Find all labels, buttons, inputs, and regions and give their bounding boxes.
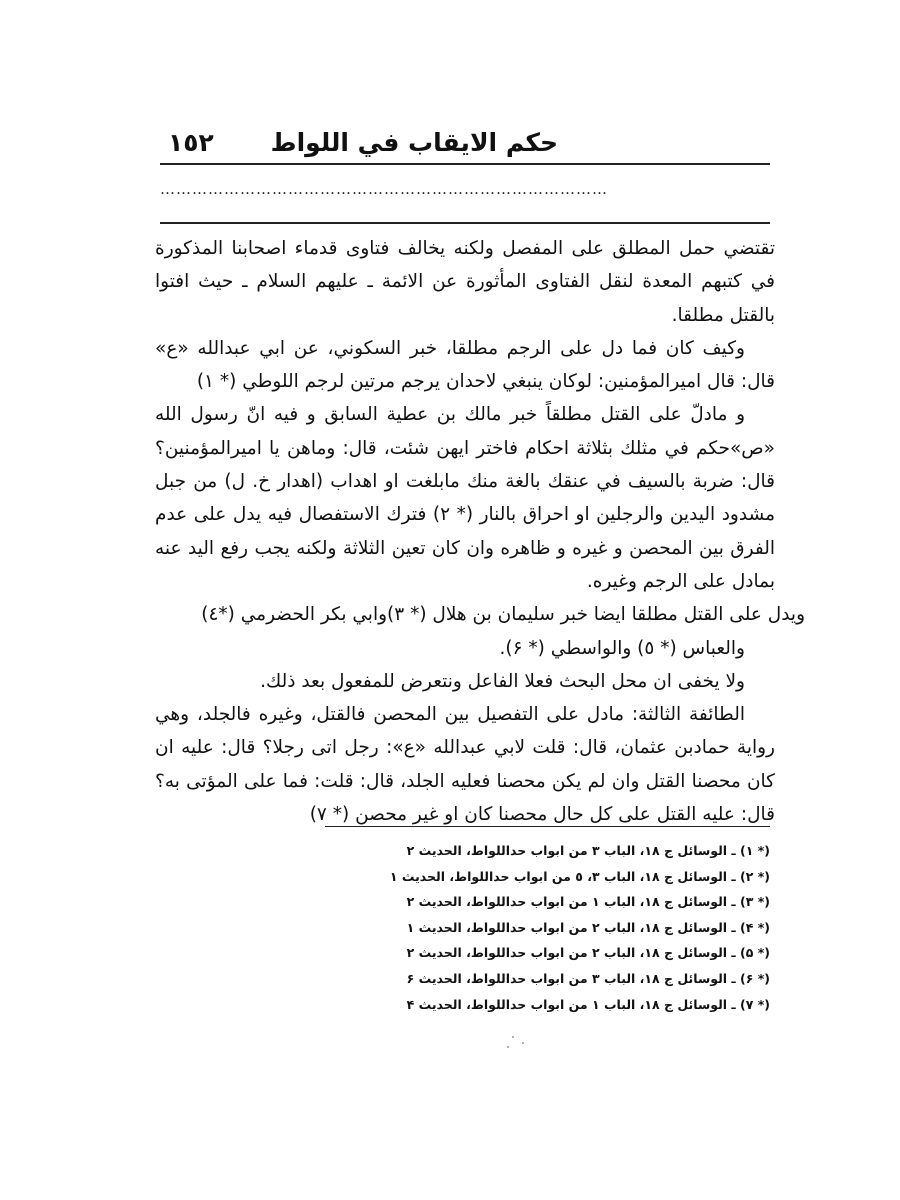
page-header [160, 118, 770, 162]
paragraph: ولا يخفى ان محل البحث فعلا الفاعل ونتعرض للمفعول بعد ذلك. [260, 670, 745, 692]
separator-rule [160, 222, 770, 224]
footnote: (* ۵) ـ الوسائل ج ١٨، الباب ٢ من ابواب حداللواط، الحديث ٢ [406, 945, 770, 961]
page-number: ١٥٢ [168, 128, 214, 157]
paragraph: وكيف كان فما دل على الرجم مطلقا، خبر السكوني، عن ابي عبدالله «ع» قال: قال اميرالمؤمنين: لوكان ينبغي لاحدان يرجم مرتين لرجم اللوطي (* ١) [155, 337, 775, 393]
footnotes [300, 838, 770, 1017]
footnote: (* ١) ـ الوسائل ج ١٨، الباب ٣ من ابواب حداللواط، الحديث ٢ [406, 843, 770, 858]
running-title: حكم الايقاب في اللواط [270, 128, 558, 157]
footnote: (* ٣) ـ الوسائل ج ١٨، الباب ١ من ابواب حداللواط، الحديث ٢ [406, 894, 770, 910]
body-text [155, 232, 805, 831]
paragraph: والعباس (* ٥) والواسطي (* ۶). [499, 637, 745, 659]
paragraph: الطائفة الثالثة: مادل على التفصيل بين المحصن فالقتل، وغيره فالجلد، وهي رواية حمادبن عثمان، قال: قلت لابي عبدالله «ع»: رجل اتى رجلا؟ قال: عليه ان كان محصنا القتل وان لم يكن محصنا فعليه الجلد، قال: قلت: فما على المؤتى به؟ قال: عليه القتل على كل حال محصنا كان او غير محصن (* ٧) [155, 704, 775, 826]
footnote: (* ۶) ـ الوسائل ج ١٨، الباب ٣ من ابواب حداللواط، الحديث ۶ [406, 970, 770, 986]
footnote: (* ۴) ـ الوسائل ج ١٨، الباب ٢ من ابواب حداللواط، الحديث ١ [406, 919, 770, 935]
footnote: (* ٢) ـ الوسائل ج ١٨، الباب ٣، ٥ من ابواب حداللواط، الحديث ١ [389, 868, 770, 884]
paragraph: ويدل على القتل مطلقا ايضا خبر سليمان بن هلال (* ٣)وابي بكر الحضرمي (*٤) [201, 604, 805, 626]
paragraph: و مادلّ على القتل مطلقاً خبر مالك بن عطية السابق و فيه انّ رسول الله «ص»حكم في مثلك بثلاثة احكام فاختر ايهن شئت، قال: وماهن يا اميرالمؤمنين؟ قال: ضربة بالسيف في عنقك بالغة منك مابلغت او اهداب (اهدار خ. ل) من جبل مشدود اليدين والرجلين او احراق بالنار (* ٢) فترك الاستفصال فيه يدل على عدم الفرق بين المحصن و غيره و ظاهره وان كان تعين الثلاثة ولكنه يجب رفع اليد عنه بمادل على الرجم وغيره. [155, 404, 775, 592]
scan-speck [522, 1042, 524, 1044]
footnote: (* ٧) ـ الوسائل ج ١٨، الباب ١ من ابواب حداللواط، الحديث ۴ [406, 996, 770, 1012]
header-rule [160, 163, 770, 165]
footnote-rule [325, 826, 770, 827]
separator-dots: ………………………………………………………………………… [160, 180, 608, 198]
scan-speck [507, 1046, 509, 1048]
paragraph: تقتضي حمل المطلق على المفصل ولكنه يخالف فتاوى قدماء اصحابنا المذكورة في كتبهم المعدة لنقل الفتاوى المأثورة عن الائمة ـ عليهم السلام ـ حيث افتوا بالقتل مطلقا. [155, 238, 775, 326]
scan-speck [512, 1036, 514, 1038]
